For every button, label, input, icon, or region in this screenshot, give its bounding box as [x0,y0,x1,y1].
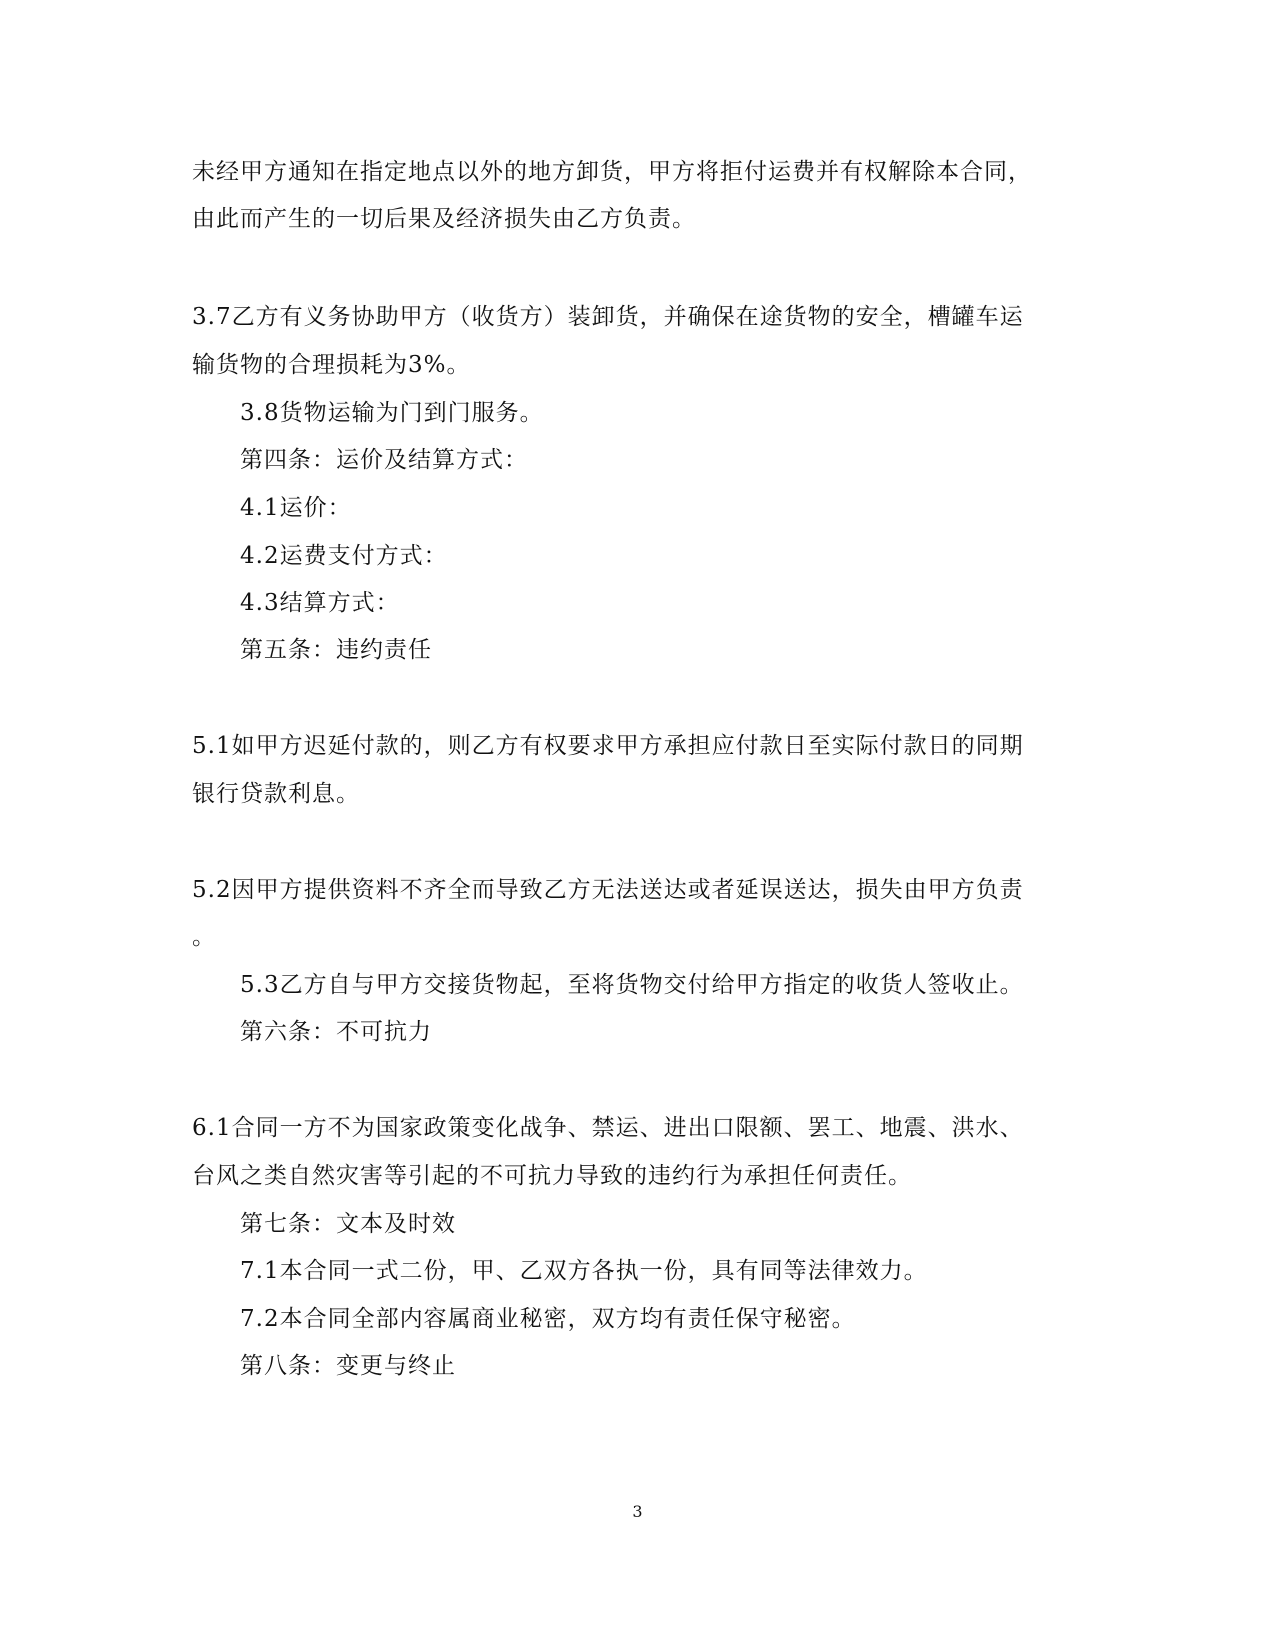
text-line: 4.3结算方式： [240,590,400,616]
text-line: 7.2本合同全部内容属商业秘密，双方均有责任保守秘密。 [240,1306,856,1332]
text-line: 未经甲方通知在指定地点以外的地方卸货，甲方将拒付运费并有权解除本合同， [192,159,1032,185]
text-line: 4.1运价： [240,495,352,521]
page-number: 3 [632,1502,643,1521]
section-heading: 第七条：文本及时效 [240,1211,456,1237]
text-line: 台风之类自然灾害等引起的不可抗力导致的违约行为承担任何责任。 [192,1163,912,1189]
text-line: 5.2因甲方提供资料不齐全而导致乙方无法送达或者延误送达，损失由甲方负责 [192,877,1024,903]
text-line: 5.3乙方自与甲方交接货物起，至将货物交付给甲方指定的收货人签收止。 [240,972,1024,998]
section-heading: 第六条：不可抗力 [240,1019,432,1045]
text-line: 3.7乙方有义务协助甲方（收货方）装卸货，并确保在途货物的安全，槽罐车运 [192,304,1024,330]
text-line: 4.2运费支付方式： [240,543,448,569]
section-heading: 第五条：违约责任 [240,637,432,663]
text-line: 银行贷款利息。 [192,781,360,807]
text-line: 6.1合同一方不为国家政策变化战争、禁运、进出口限额、罢工、地震、洪水、 [192,1115,1024,1141]
text-line: 3.8货物运输为门到门服务。 [240,400,544,426]
text-line: 由此而产生的一切后果及经济损失由乙方负责。 [192,206,696,232]
text-line: 7.1本合同一式二份，甲、乙双方各执一份，具有同等法律效力。 [240,1258,928,1284]
text-line: 。 [192,924,216,950]
text-line: 5.1如甲方迟延付款的，则乙方有权要求甲方承担应付款日至实际付款日的同期 [192,733,1024,759]
section-heading: 第四条：运价及结算方式： [240,447,528,473]
section-heading: 第八条：变更与终止 [240,1353,456,1379]
text-line: 输货物的合理损耗为3%。 [192,352,471,378]
